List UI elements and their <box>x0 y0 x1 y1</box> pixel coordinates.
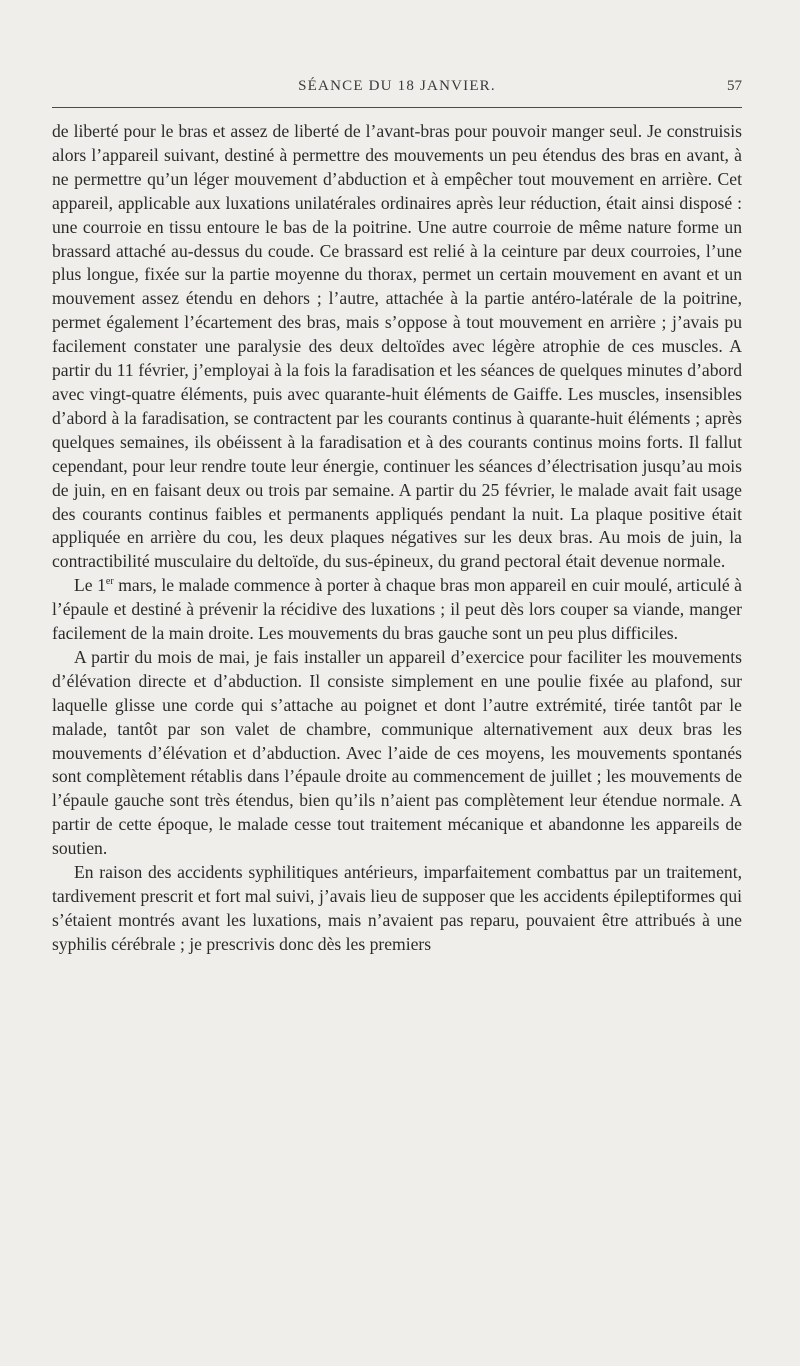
body-text <box>52 120 742 957</box>
header-rule <box>52 107 742 108</box>
paragraph-2-start: Le 1 <box>74 575 106 596</box>
paragraph-2 <box>52 574 742 646</box>
running-head <box>52 78 742 102</box>
paragraph-3: A partir du mois de mai, je fais installer un appareil d’exercice pour faciliter les mouvements d’élévation directe et d’abduction. Il consiste simplement en une poulie fixée au plafond, sur laquelle glisse une corde qui s’attache au poignet et dont l’autre extrémité, tirée tantôt par le malade, tantôt par son valet de chambre, communique alternativement aux deux bras les mouvements d’élévation et d’abduction. Avec l’aide de ces moyens, les mouvements spontanés sont complètement rétablis dans l’épaule droite au commencement de juillet ; les mouvements de l’épaule gauche sont très étendus, bien qu’ils n’aient pas complètement leur étendue normale. A partir de cette époque, le malade cesse tout traitement mécanique et abandonne les appareils de soutien. <box>52 646 742 859</box>
ordinal-superscript: er <box>105 576 114 588</box>
paragraph-4: En raison des accidents syphilitiques antérieurs, imparfaitement combattus par un traitement, tardivement prescrit et fort mal suivi, j’avais lieu de supposer que les accidents épileptiformes qui s’étaient montrés avant les luxations, mais n’avaient pas reparu, pouvaient être attribués à une syphilis cérébrale ; je prescrivis donc dès les premiers <box>52 862 742 954</box>
page-number: 57 <box>727 78 742 94</box>
running-title: SÉANCE DU 18 JANVIER. <box>298 78 496 94</box>
paragraph-2-rest: mars, le malade commence à porter à chaque bras mon appareil en cuir moulé, articulé à l’épaule et destiné à prévenir la récidive des luxations ; il peut dès lors couper sa viande, manger facilement de la main droite. Les mouvements du bras gauche sont un peu plus difficiles. <box>52 575 742 644</box>
paragraph-1: de liberté pour le bras et assez de liberté de l’avant-bras pour pouvoir manger seul. Je construisis alors l’appareil suivant, destiné à permettre des mouvements un peu étendus des bras en avant, à ne permettre qu’un léger mouvement d’abduction et à empêcher tout mouvement en arrière. Cet appareil, applicable aux luxations unilatérales ordinaires après leur réduction, était ainsi disposé : une courroie en tissu entoure le bas de la poitrine. Une autre courroie de même nature forme un brassard attaché au-dessus du coude. Ce brassard est relié à la ceinture par deux courroies, l’une plus longue, fixée sur la partie moyenne du thorax, permet un certain mouvement en avant et un mouvement assez étendu en dehors ; l’autre, attachée à la partie antéro-latérale de la poitrine, permet également l’écartement des bras, mais s’oppose à tout mouvement en arrière ; j’avais pu facilement constater une paralysie des deux deltoïdes avec légère atrophie de ces muscles. A partir du 11 février, j’employai à la fois la faradisation et les séances de quelques minutes d’abord avec vingt-quatre éléments, puis avec quarante-huit éléments de Gaiffe. Les muscles, insensibles d’abord à la faradisation, se contractent par les courants continus à quarante-huit éléments ; après quelques semaines, ils obéissent à la faradisation et à des courants continus moins forts. Il fallut cependant, pour leur rendre toute leur énergie, continuer les séances d’électrisation jusqu’au mois de juin, en en faisant deux ou trois par semaine. A partir du 25 février, le malade avait fait usage des courants continus faibles et permanents appliqués pendant la nuit. La plaque positive était appliquée en arrière du cou, les deux plaques négatives sur les deux bras. Au mois de juin, la contractibilité musculaire du deltoïde, du sus-épineux, du grand pectoral était devenue normale. <box>52 121 742 572</box>
